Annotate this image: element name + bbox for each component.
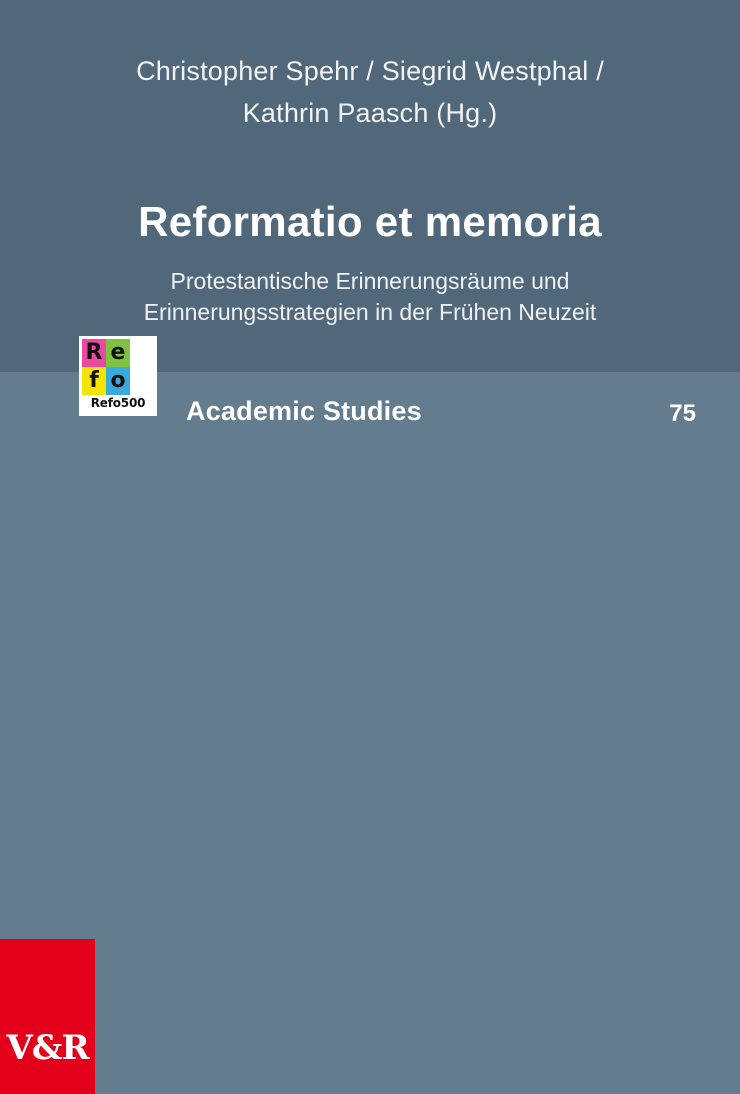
refo500-logo — [79, 336, 157, 416]
refo500-logo-caption: Refo500 — [90, 396, 146, 410]
authors-line-2: Kathrin Paasch (Hg.) — [242, 98, 498, 128]
subtitle-line-1: Protestantische Erinnerungsräume und — [170, 268, 570, 294]
refo500-letter-f: f — [89, 368, 99, 393]
series-name: Academic Studies — [186, 396, 422, 426]
cover-lower-band — [0, 372, 740, 1094]
authors-line-1: Christopher Spehr / Siegrid Westphal / — [136, 56, 604, 86]
refo500-logo-grid — [82, 339, 154, 410]
refo500-letter-o: o — [110, 368, 126, 393]
refo500-letter-e: e — [110, 340, 126, 365]
book-title: Reformatio et memoria — [138, 198, 602, 245]
book-subtitle — [0, 266, 740, 328]
subtitle-line-2: Erinnerungsstrategien in der Frühen Neuzeit — [143, 299, 597, 325]
publisher-logo — [0, 939, 95, 1094]
refo500-letter-r: R — [85, 340, 103, 365]
series-number: 75 — [669, 400, 696, 427]
publisher-logo-mark: V&R — [6, 1028, 89, 1068]
authors-block — [0, 50, 740, 134]
